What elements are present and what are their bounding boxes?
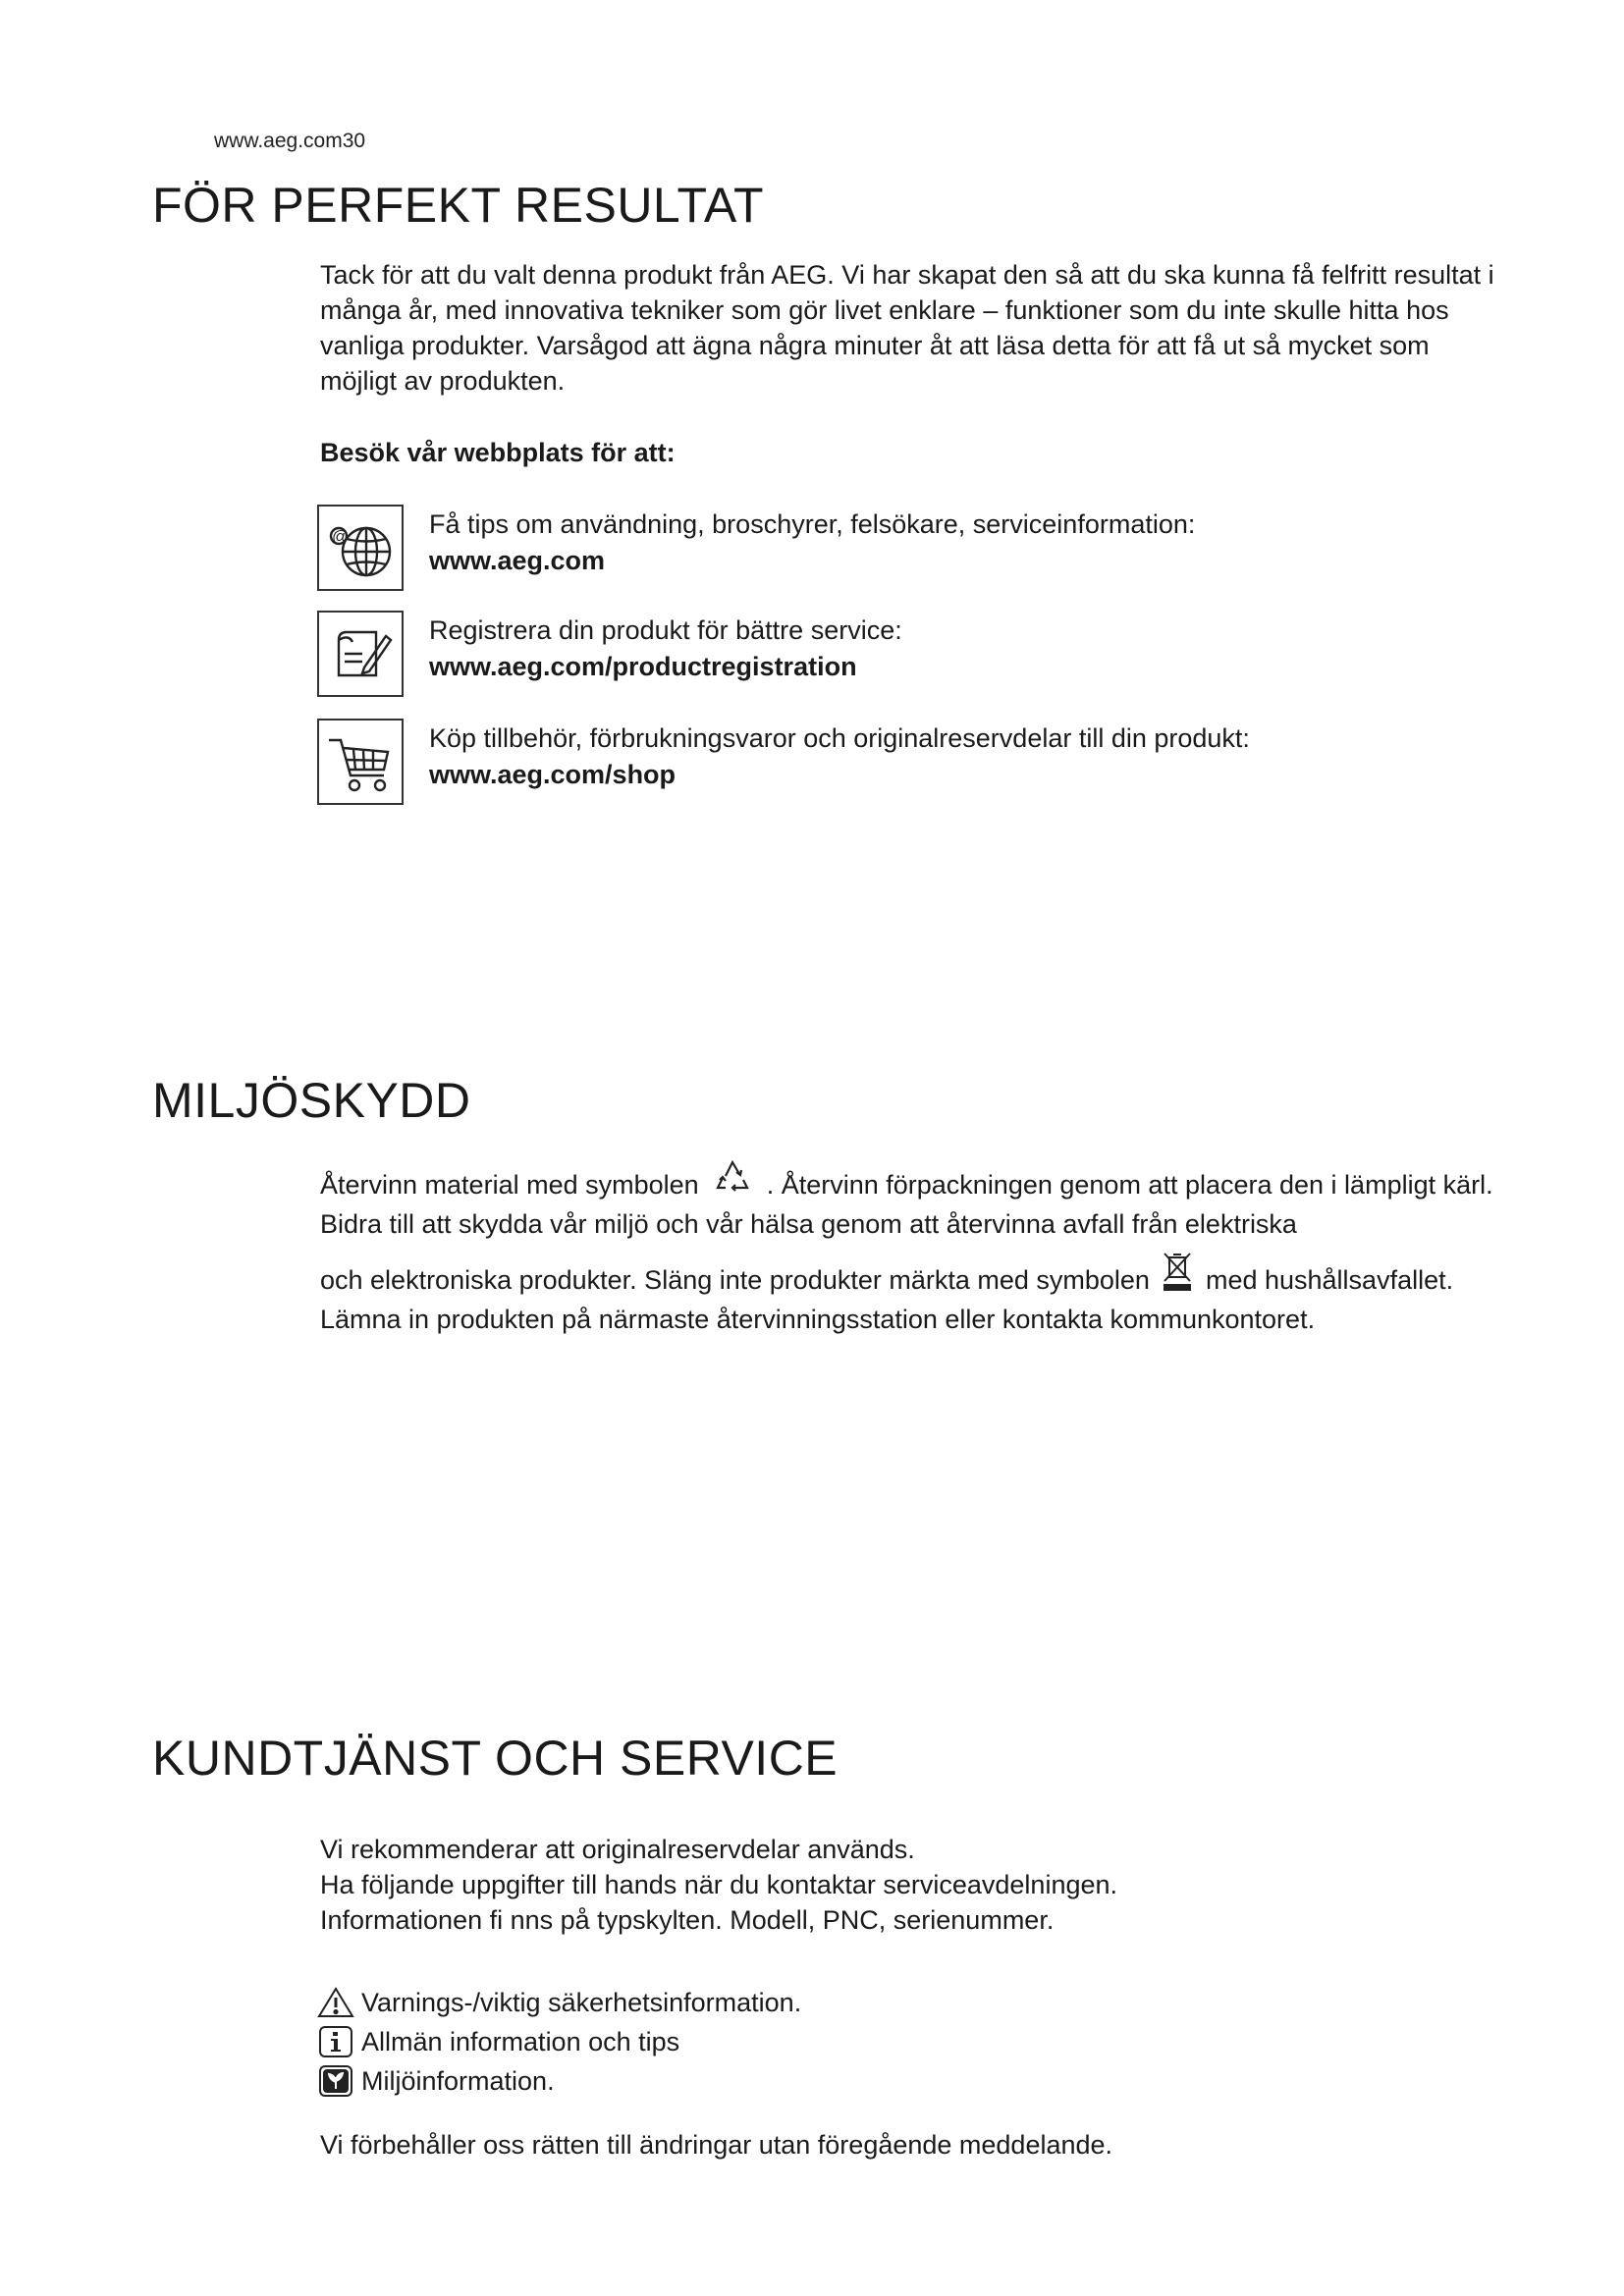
environment-icon xyxy=(317,2064,354,2098)
svg-text:@: @ xyxy=(332,527,350,546)
recycle-text-before: Återvinn material med symbolen xyxy=(320,1170,699,1200)
shop-link[interactable]: www.aeg.com/shop xyxy=(429,760,677,789)
visit-item-shop-text xyxy=(429,721,1250,793)
shopping-cart-icon xyxy=(317,719,404,805)
section-title-customer-service: KUNDTJÄNST OCH SERVICE xyxy=(152,1731,839,1786)
legend-environment-text: Miljöinformation. xyxy=(361,2065,555,2096)
symbol-legend xyxy=(317,1983,801,2101)
disclaimer-note: Vi förbehåller oss rätten till ändringar utan föregående meddelande. xyxy=(320,2130,1113,2160)
weee-text-before: och elektroniska produkter. Släng inte produkter märkta med symbolen xyxy=(320,1265,1150,1295)
registration-icon xyxy=(317,611,404,697)
legend-warning-text: Varnings-/viktig säkerhetsinformation. xyxy=(361,1987,802,2017)
product-registration-link[interactable]: www.aeg.com/productregistration xyxy=(429,652,857,681)
warning-icon xyxy=(317,1986,354,2019)
visit-item-tips-label: Få tips om användning, broschyrer, felsökare, serviceinformation: xyxy=(429,509,1196,539)
visit-item-tips xyxy=(317,505,1495,597)
legend-info-text: Allmän information och tips xyxy=(361,2026,680,2056)
intro-paragraph: Tack för att du valt denna produkt från AEG. Vi har skapat den så att du ska kunna få felfritt resultat i många år, med innovativa tekniker som gör livet enklare – funktioner som du inte skulle hitta hos vanliga produkter. Varsågod att ägna några minuter åt att läsa detta för att få ut så mycket som möjligt av produkten. xyxy=(320,260,1494,396)
legend-item-environment xyxy=(317,2061,801,2101)
recycle-paragraph xyxy=(320,1154,1528,1206)
service-line-1: Vi rekommenderar att originalreservdelar används. xyxy=(320,1835,915,1864)
legend-item-info xyxy=(317,2022,801,2061)
legend-item-warning xyxy=(317,1983,801,2022)
visit-website-heading: Besök vår webbplats för att: xyxy=(320,438,676,467)
weee-text-after: med hushållsavfallet. Lämna in produkten på närmaste återvinningsstation eller kontakta kommunkontoret. xyxy=(320,1265,1454,1334)
section-title-perfect-result: FÖR PERFEKT RESULTAT xyxy=(152,178,765,233)
service-text xyxy=(320,1832,1498,1938)
service-line-2: Ha följande uppgifter till hands när du kontaktar serviceavdelningen. xyxy=(320,1870,1118,1899)
service-line-3: Informationen fi nns på typskylten. Modell, PNC, serienummer. xyxy=(320,1905,1055,1935)
weee-intro-line: Bidra till att skydda vår miljö och vår hälsa genom att återvinna avfall från elektriska xyxy=(320,1209,1297,1239)
aeg-website-link[interactable]: www.aeg.com xyxy=(429,546,606,575)
visit-item-tips-text xyxy=(429,507,1195,579)
crossed-bin-icon xyxy=(1161,1250,1194,1302)
weee-paragraph xyxy=(320,1250,1528,1337)
recycle-symbol-icon xyxy=(710,1154,755,1206)
visit-item-register xyxy=(317,611,1495,703)
globe-icon xyxy=(317,505,404,591)
visit-item-shop-label: Köp tillbehör, förbrukningsvaror och originalreservdelar till din produkt: xyxy=(429,723,1250,753)
section-title-environment: MILJÖSKYDD xyxy=(152,1073,471,1128)
visit-item-shop xyxy=(317,719,1495,811)
recycle-text-after: . Återvinn förpackningen genom att placera den i lämpligt kärl. xyxy=(766,1170,1493,1200)
visit-item-register-label: Registrera din produkt för bättre service: xyxy=(429,615,902,645)
visit-item-register-text xyxy=(429,613,902,685)
environment-text xyxy=(320,1154,1528,1337)
info-icon xyxy=(317,2025,354,2058)
header-url: www.aeg.com30 xyxy=(214,130,366,152)
